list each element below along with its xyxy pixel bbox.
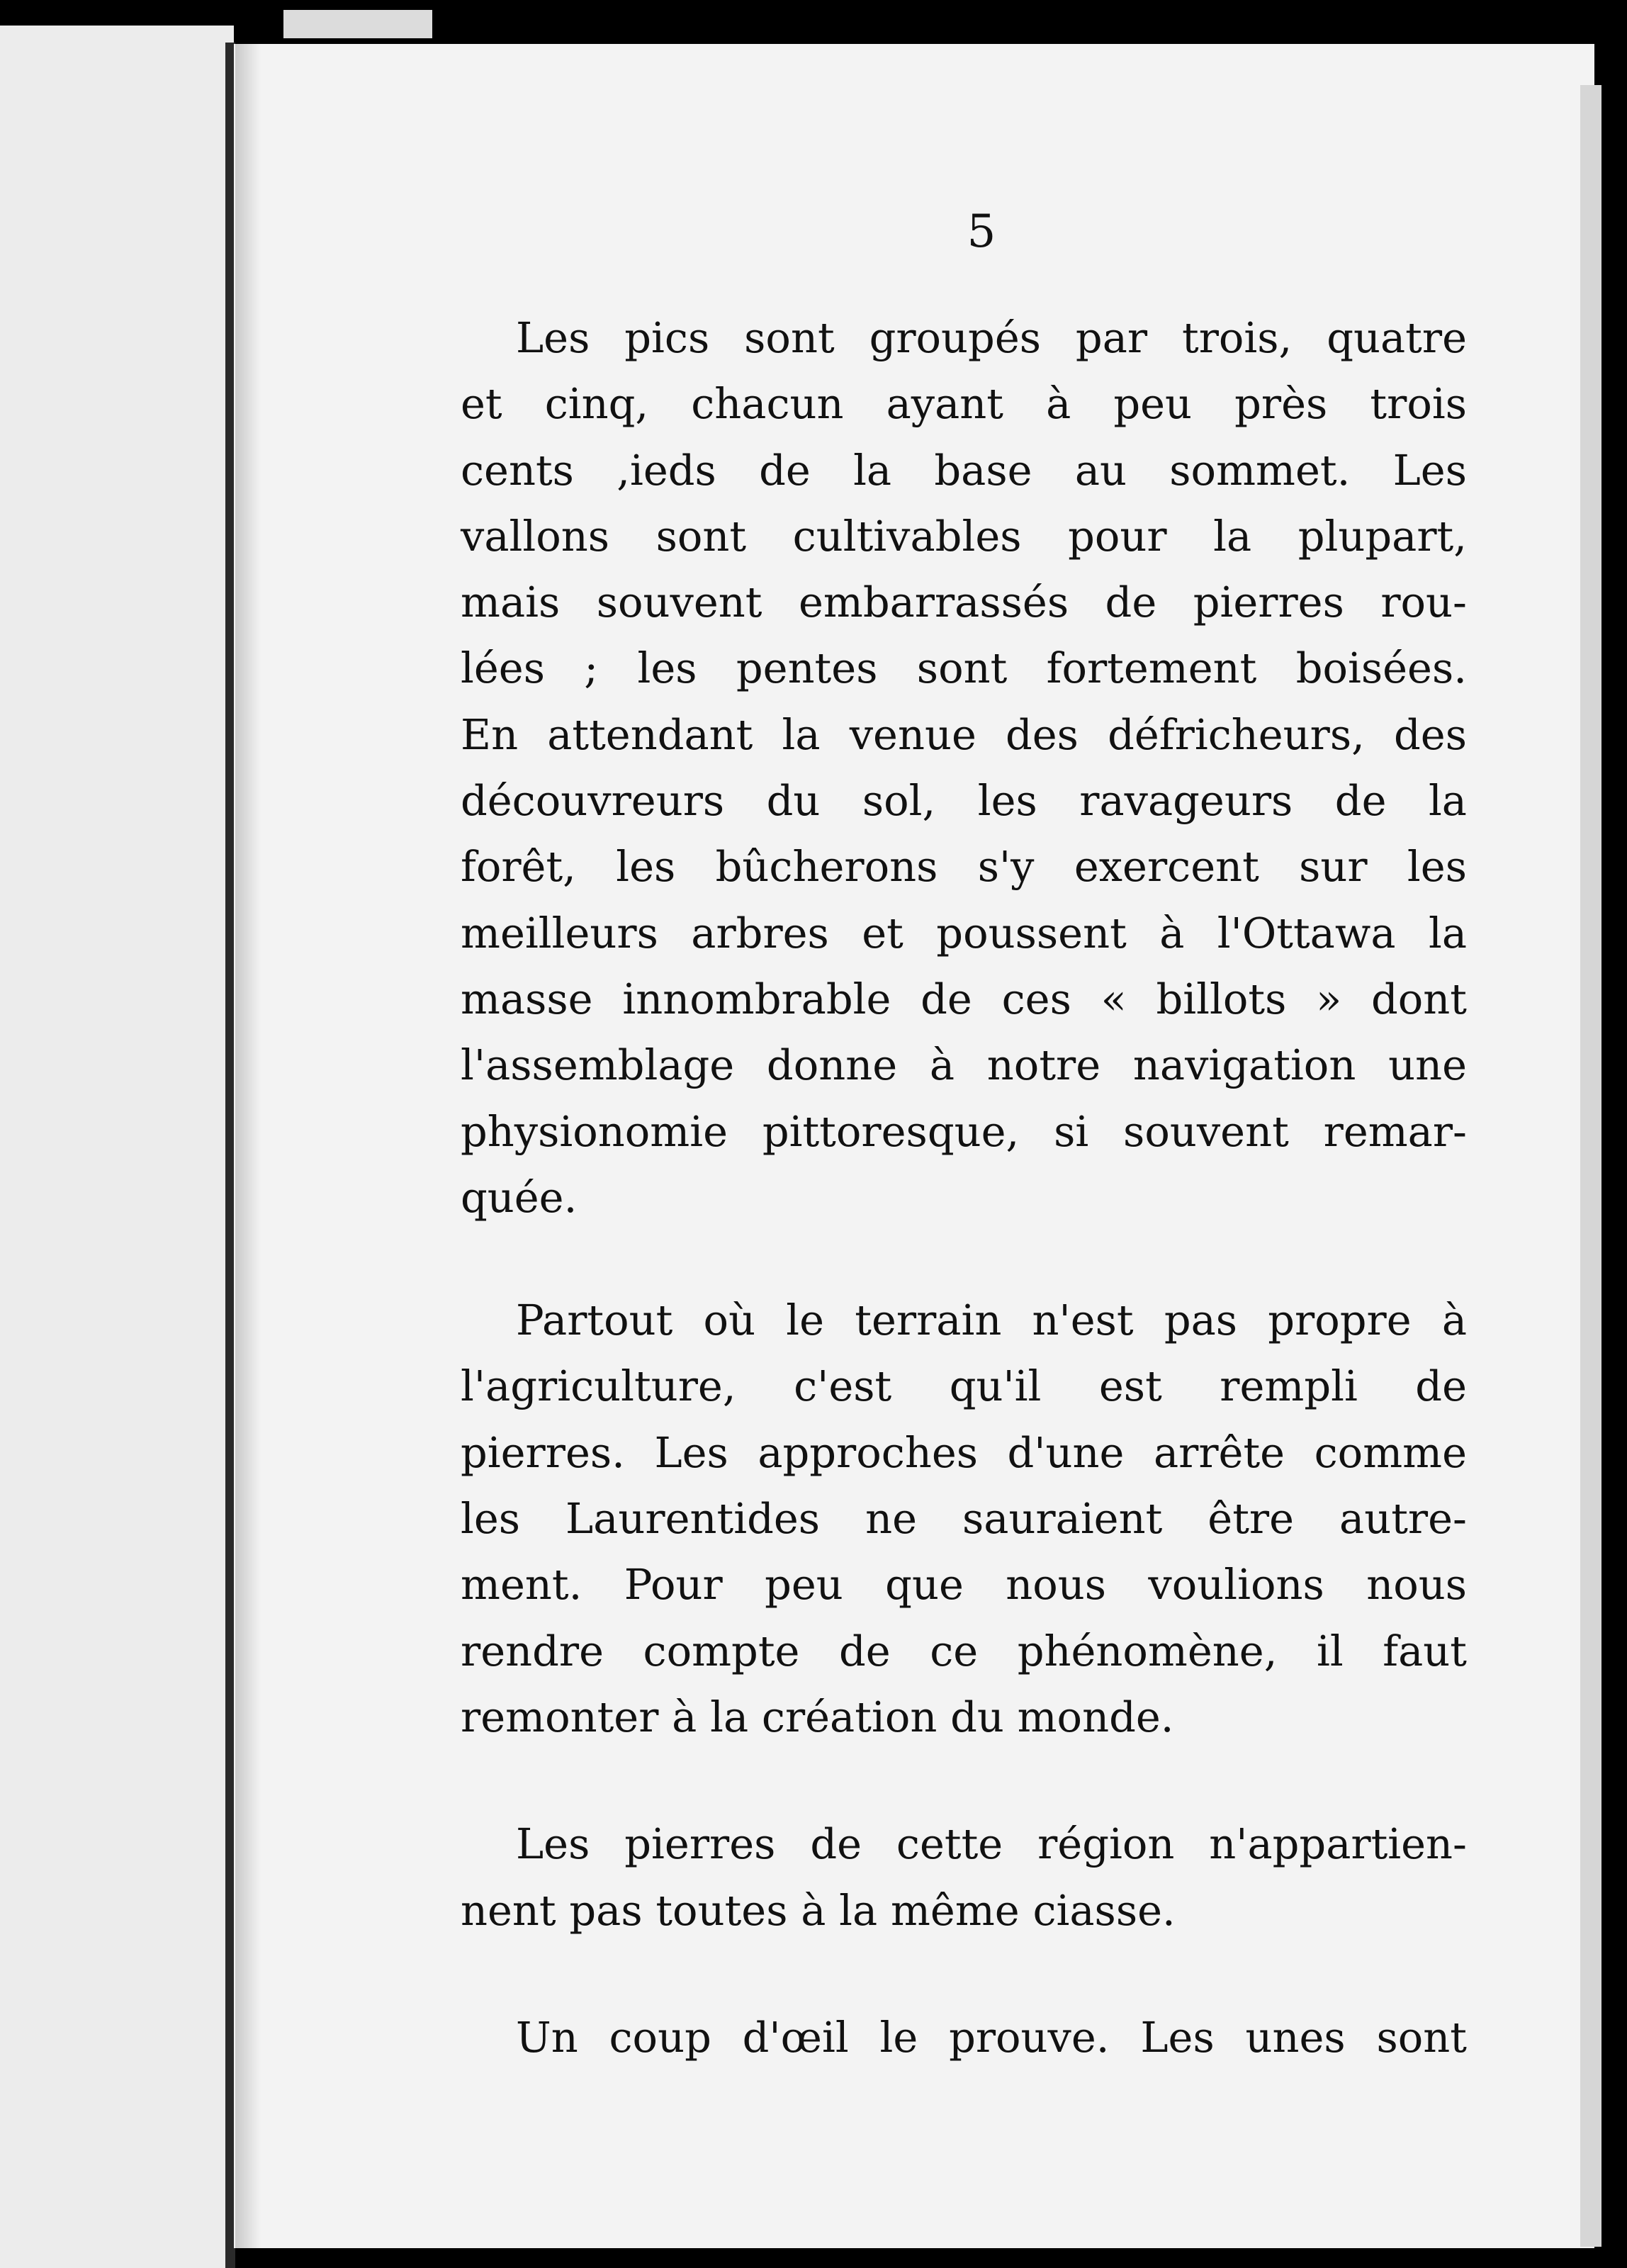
paragraph (461, 1811, 1467, 1943)
text-line: les Laurentides ne sauraient être autre- (461, 1494, 1467, 1544)
body-text (461, 305, 1467, 2070)
text-line: remonter à la création du monde. (461, 1692, 1174, 1741)
text-line: Les pics sont groupés par trois, quatre (516, 313, 1467, 362)
left-page-edge (0, 26, 234, 2268)
right-page-edge (1580, 85, 1601, 2247)
text-line: ment. Pour peu que nous voulions nous (461, 1560, 1467, 1610)
paragraph (461, 2004, 1467, 2070)
page-number: 5 (967, 206, 996, 258)
text-line: lées ; les pentes sont fortement boisées. (461, 644, 1467, 693)
text-line: meilleurs arbres et poussent à l'Ottawa la (461, 908, 1467, 958)
paragraph (461, 1287, 1467, 1750)
gutter-shadow (235, 44, 261, 2248)
paper-tab (283, 10, 432, 38)
text-line: et cinq, chacun ayant à peu près trois (461, 379, 1467, 429)
text-line: Un coup d'œil le prouve. Les unes sont (516, 2012, 1467, 2062)
text-line: physionomie pittoresque, si souvent remar- (461, 1106, 1467, 1156)
text-line: Partout où le terrain n'est pas propre à (516, 1296, 1467, 1345)
text-line: découvreurs du sol, les ravageurs de la (461, 776, 1467, 826)
text-line: cents ,ieds de la base au sommet. Les (461, 445, 1467, 495)
text-line: l'assemblage donne à notre navigation une (461, 1040, 1467, 1090)
text-line: masse innombrable de ces « billots » dont (461, 974, 1467, 1023)
text-line: rendre compte de ce phénomène, il faut (461, 1626, 1467, 1675)
paragraph (461, 305, 1467, 1230)
text-line: mais souvent embarrassés de pierres rou- (461, 578, 1467, 627)
text-line: l'agriculture, c'est qu'il est rempli de (461, 1362, 1467, 1411)
text-line: nent pas toutes à la même ciasse. (461, 1885, 1176, 1935)
text-line: pierres. Les approches d'une arrête comme (461, 1427, 1467, 1477)
text-line: En attendant la venue des défricheurs, des (461, 709, 1467, 759)
text-line: quée. (461, 1172, 578, 1222)
text-line: vallons sont cultivables pour la plupart, (461, 511, 1467, 561)
text-line: Les pierres de cette région n'appartien- (516, 1819, 1467, 1869)
text-line: forêt, les bûcherons s'y exercent sur les (461, 842, 1467, 892)
